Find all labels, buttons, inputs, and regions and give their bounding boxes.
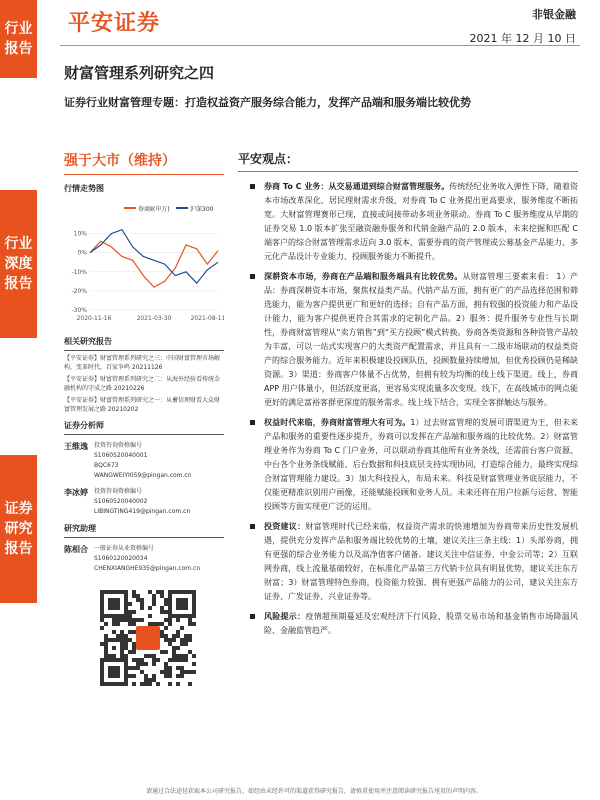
qr-module [132,650,136,654]
qr-module [136,662,140,666]
qr-module [144,674,148,678]
analyst-info [94,487,190,517]
assistant-entry [64,544,224,574]
company-logo: 平安证券 [68,11,161,36]
header-divider [60,45,580,46]
qr-module [116,634,120,638]
qr-module [132,610,136,614]
sidebar-tag-research [0,455,37,603]
qr-module [156,622,160,626]
qr-module [164,618,168,622]
qr-module [124,618,128,622]
qr-module [152,622,156,626]
qr-module [152,598,156,602]
qr-module [112,630,116,634]
qr-module [104,642,108,646]
qr-module [152,602,156,606]
qr-module [132,658,136,662]
qr-module [172,634,176,638]
qr-module [132,622,136,626]
qr-module [124,634,128,638]
point-body: 1）过去财富管理的发展可谓渠道为王，但未来产品和服务的重要性逐步提升，券商可以发挥在产品端和服务端的比较优势。2）财富管理业务作为券商 To C 门户业务，可以联动券商其他所有业务条线，还需前台客户资源、中台各个业务条线赋能、后台数据和科技底层支持实现协同，打造综合能力，最终实现综合财富管理能力建设。3）加大科技投入，布局未来。科技是财富管理业务底层能力，不仅能更精准识别用户画像，还能赋能投顾和业务人员。未来还将在用户拉新与运营、智能投顾等方面实现更广泛的运用。 [264,418,578,511]
qr-module [136,594,140,598]
qr-module [152,662,156,666]
qr-module [168,674,172,678]
qr-module [120,646,124,650]
qr-module [160,594,164,598]
sidebar-text: 研究 [4,521,33,537]
sidebar-text: 报告 [4,276,33,292]
qr-module [160,622,164,626]
views-divider [238,171,578,172]
analyst-line: S1060520040001 [94,452,148,459]
qr-module [180,654,184,658]
point-head: 权益时代来临，券商财富管理大有可为。 [264,418,411,427]
qr-module [160,590,164,594]
qr-module [164,598,168,602]
related-reports-title: 相关研究报告 [64,337,112,346]
view-point [238,610,578,638]
qr-module [188,622,192,626]
qr-module [192,622,196,626]
qr-module [136,618,140,622]
qr-module [156,590,160,594]
qr-module [132,666,136,670]
qr-module [128,630,132,634]
qr-module [164,602,168,606]
assistant-title: 研究助理 [64,524,96,533]
qr-module [180,642,184,646]
qr-module [124,646,128,650]
sidebar-text: 行业 [4,236,33,252]
qr-module [124,642,128,646]
y-tick-label: 10% [73,230,87,238]
qr-module [112,646,116,650]
qr-module [148,622,152,626]
qr-module [160,670,164,674]
view-point [238,416,578,514]
x-tick-label: 2020-11-16 [76,315,112,322]
sidebar-text: 行业 [4,21,33,37]
qr-module [176,674,180,678]
sidebar-text: 证券 [4,501,33,517]
point-head: 风险提示： [264,612,306,621]
qr-module [116,618,120,622]
qr-module [140,662,144,666]
analyst-line: 投资咨询资格编号 [94,488,143,495]
qr-module [140,658,144,662]
qr-module [184,634,188,638]
analyst-entry [64,441,224,481]
qr-module [104,622,108,626]
qr-module [180,670,184,674]
qr-module [164,650,168,654]
analyst-email: LIBINGTING419@pingan.com.cn [94,508,191,515]
qr-module [168,622,172,626]
qr-module [104,638,108,642]
qr-module [172,654,176,658]
qr-module [156,682,160,686]
qr-module [160,606,164,610]
qr-module [112,618,116,622]
qr-module [120,634,124,638]
view-point [238,180,578,264]
qr-module [104,654,108,658]
sidebar-tag-deep [0,190,37,338]
qr-module [176,646,180,650]
qr-module [100,618,104,622]
x-tick-label: 2021-03-30 [136,315,172,322]
qr-module [148,682,152,686]
qr-module [188,618,192,622]
analyst-info [94,441,192,481]
qr-module [180,666,184,670]
x-tick-label: 2021-08-11 [190,315,224,322]
sidebar-text: 深度 [4,256,33,272]
section-divider [64,537,224,538]
qr-module [168,682,172,686]
qr-module [152,658,156,662]
qr-module [184,654,188,658]
qr-module [176,634,180,638]
qr-module [184,642,188,646]
qr-module [112,638,116,642]
qr-module [164,670,168,674]
qr-module [184,658,188,662]
qr-module [148,614,152,618]
assistant-line: 一般证券从业资格编号 [94,545,155,552]
series-line [90,230,218,284]
industry-label: 非银金融 [532,8,576,21]
qr-module [112,622,116,626]
qr-module [168,642,172,646]
qr-module [120,642,124,646]
qr-module [180,674,184,678]
qr-module [128,650,132,654]
qr-module [132,646,136,650]
qr-module [184,638,188,642]
qr-module [180,638,184,642]
qr-module [180,626,184,630]
qr-module [168,618,172,622]
qr-module [176,630,180,634]
qr-finder [108,598,120,610]
qr-module [144,682,148,686]
analysts-title: 证券分析师 [64,421,104,430]
qr-module [188,634,192,638]
qr-module [128,610,132,614]
qr-module [176,654,180,658]
qr-module [100,626,104,630]
trend-chart-svg [64,198,224,330]
qr-module [140,682,144,686]
analyst-line: 投资咨询资格编号 [94,442,143,449]
qr-module [148,606,152,610]
qr-module [132,590,136,594]
qr-module [180,658,184,662]
qr-module [132,674,136,678]
qr-module [164,610,168,614]
qr-module [164,662,168,666]
qr-module [108,654,112,658]
qr-module [140,598,144,602]
qr-module [108,638,112,642]
qr-module [120,630,124,634]
qr-module [132,682,136,686]
qr-module [144,654,148,658]
trend-chart-title: 行情走势图 [64,184,104,193]
legend-label: 券商Ⅱ(申万) [138,206,170,213]
qr-code-graphic [100,590,196,686]
y-tick-label: -10% [71,268,87,276]
sidebar-tag-report [0,0,37,78]
qr-module [188,670,192,674]
qr-module [172,650,176,654]
analyst-name: 李冰婷 [64,488,88,497]
view-point [238,270,578,410]
qr-finder [108,666,120,678]
qr-module [164,666,168,670]
qr-module [132,618,136,622]
point-head: 深耕资本市场，券商在产品端和服务端具有比较优势。 [264,272,463,281]
sidebar [0,0,37,800]
publish-date: 2021 年 12 月 10 日 [469,32,576,45]
qr-module [120,638,124,642]
qr-module [160,610,164,614]
point-head: 券商 To C 业务：从交易通道到综合财富管理服务。 [264,182,450,191]
qr-module [128,622,132,626]
qr-module [104,650,108,654]
qr-code-icon [100,590,196,686]
qr-module [128,602,132,606]
section-divider [64,434,224,435]
qr-module [168,666,172,670]
qr-module [164,674,168,678]
qr-module [128,614,132,618]
qr-module [188,682,192,686]
qr-module [168,638,172,642]
point-body: 传统经纪业务收入弹性下降，随着资本市场改革深化、居民理财需求升级，对券商 To C 业务提出更高要求，服务维度不断拓宽。大财富管理赛形已现，直接或间接带动多项业务联动。券商 To C 服务维度从早期的证券交易 1.0 版本扩张至融资融券服务和代销金融产品的 2.0 版本，未来挖掘和匹配 C 端客户的综合财富管理需求迈向 3.0 版本，需要券商的资产管理或公募基金产品能力、多元化产品设计专业能力、投顾服务能力不断提升。 [264,182,578,261]
assistant-email: CHENXIANGHE935@pingan.com.cn [94,565,201,572]
qr-module [156,658,160,662]
point-body: 从财富管理三要素来看： 1）产品：券商深耕资本市场，聚焦权益类产品。代销产品方面，拥有更广的产品选择范围和筛选能力，能为客户提供更广和更好的选择；自有产品方面，拥有较强的投资能力和产品设计能力，能为客户提供更符合其需求的定制化产品。2）服务：提升服务专业性与长期性，券商财富管理从“卖方销售”到“买方投顾”模式转换。券商各类资源和各种资管产品较为丰富，可以一站式实现客户的大类资产配置需求，并且具有一二级市场联动的权益类资产的综合服务能力。近年来积极建设投顾队伍，投顾数量持续增加，但优秀投顾仍是稀缺资源。3）渠道：券商客户体量不占优势，但拥有较为均衡的线上线下渠道。线上，券商 APP 用户体量小，但活跃度更高，更容易实现流量多次变现。线下，在高线城市的网点能更好的满足富裕客群更深度的服务需求。线上线下结合，实现全客群触达与服务。 [264,272,578,407]
qr-module [160,634,164,638]
qr-module [128,638,132,642]
related-report: 【平安证券】财富管理系列研究之三：中国财富管理市场解构，变革时代，百家争鸣 20211126 [64,355,221,371]
qr-module [192,670,196,674]
qr-module [188,638,192,642]
qr-module [148,590,152,594]
section-divider [64,350,224,351]
qr-module [128,666,132,670]
analyst-line: BQC673 [94,462,119,469]
y-tick-label: 0% [77,249,87,257]
qr-module [128,618,132,622]
qr-module [136,666,140,670]
qr-module [148,654,152,658]
assistant-line: S1060120020034 [94,555,148,562]
qr-module [104,646,108,650]
qr-module [116,622,120,626]
qr-module [104,634,108,638]
view-point [238,520,578,604]
point-body: 财富管理时代已经来临，权益资产需求的快速增加为券商带来历史性发展机遇，提供充分发挥产品和服务端比较优势的土壤，建议关注三条主线：1）头部券商，拥有更强的综合业务能力以及高净值客户储备。建议关注中信证券、中金公司等；2）互联网券商，线上流量基础较好，在标准化产品第三方代销卡位具有明显优势，建议关注东方财富；3）财富管理特色券商，投资能力较强、拥有更强产品能力的公司，建议关注东方证券、广发证券、兴业证券等。 [264,522,579,601]
qr-module [120,650,124,654]
qr-finder [176,598,188,610]
qr-module [160,630,164,634]
qr-module [144,678,148,682]
qr-module [112,654,116,658]
qr-module [132,594,136,598]
qr-module [164,634,168,638]
qr-module [132,642,136,646]
trend-chart [64,198,224,330]
assistant-info [94,544,200,574]
qr-module [120,654,124,658]
qr-module [172,658,176,662]
qr-module [176,666,180,670]
qr-module [160,650,164,654]
left-column [64,150,224,686]
analyst-name: 王维逸 [64,442,88,451]
qr-module [152,594,156,598]
qr-module [116,638,120,642]
qr-module [136,598,140,602]
rating: 强于大市（维持） [64,153,176,169]
qr-module [164,626,168,630]
qr-module [136,658,140,662]
qr-module [128,674,132,678]
rating-divider [64,174,224,175]
y-tick-label: -30% [71,307,87,314]
analyst-entry [64,487,224,517]
qr-module [124,638,128,642]
y-tick-label: -20% [71,287,87,295]
qr-module [152,674,156,678]
sidebar-text: 报告 [4,41,33,57]
analyst-line: S1060520040002 [94,498,148,505]
series-title: 财富管理系列研究之四 [64,64,215,82]
qr-module [140,606,144,610]
qr-module [120,618,124,622]
qr-module [100,642,104,646]
related-report: 【平安证券】财富管理系列研究之二：从海外经验看传统金融机构的守成之路 20210226 [64,376,221,392]
point-head: 投资建议： [264,522,306,531]
qr-module [148,678,152,682]
qr-module [172,638,176,642]
qr-module [164,638,168,642]
qr-module [152,678,156,682]
qr-module [176,658,180,662]
qr-module [168,658,172,662]
qr-module [172,646,176,650]
qr-module [140,670,144,674]
qr-module [140,618,144,622]
qr-module [132,630,136,634]
qr-module [188,650,192,654]
assistant-name: 陈相合 [64,545,88,554]
report-subtitle: 证券行业财富管理专题：打造权益资产服务综合能力，发挥产品端和服务端比较优势 [64,96,471,109]
qr-module [176,682,180,686]
point-body: 疫情超预期蔓延及宏观经济下行风险、股票交易市场和基金销售市场降温风险、金融监管趋严。 [264,612,579,635]
qr-module [140,602,144,606]
qr-module [152,654,156,658]
analyst-email: WANGWEIYI059@pingan.com.cn [94,472,192,479]
related-report: 【平安证券】财富管理系列研究之一：从蓄信理财看大众财富管理发展之路 20210202 [64,397,221,413]
qr-module [168,670,172,674]
footer-disclaimer: 请通过合法途径获取本公司研究报告，如经由未经许可的渠道获得研究报告，请慎重使用并注意阅读研究报告尾页的声明内容。 [145,788,482,795]
qr-module [176,618,180,622]
qr-module [124,654,128,658]
qr-module [144,662,148,666]
views-title: 平安观点： [238,152,299,166]
legend-label: 沪深300 [190,206,214,213]
qr-module [184,670,188,674]
qr-module [192,662,196,666]
sidebar-text: 报告 [4,541,33,557]
qr-center-logo [136,626,160,650]
right-column [238,150,578,644]
qr-module [192,654,196,658]
